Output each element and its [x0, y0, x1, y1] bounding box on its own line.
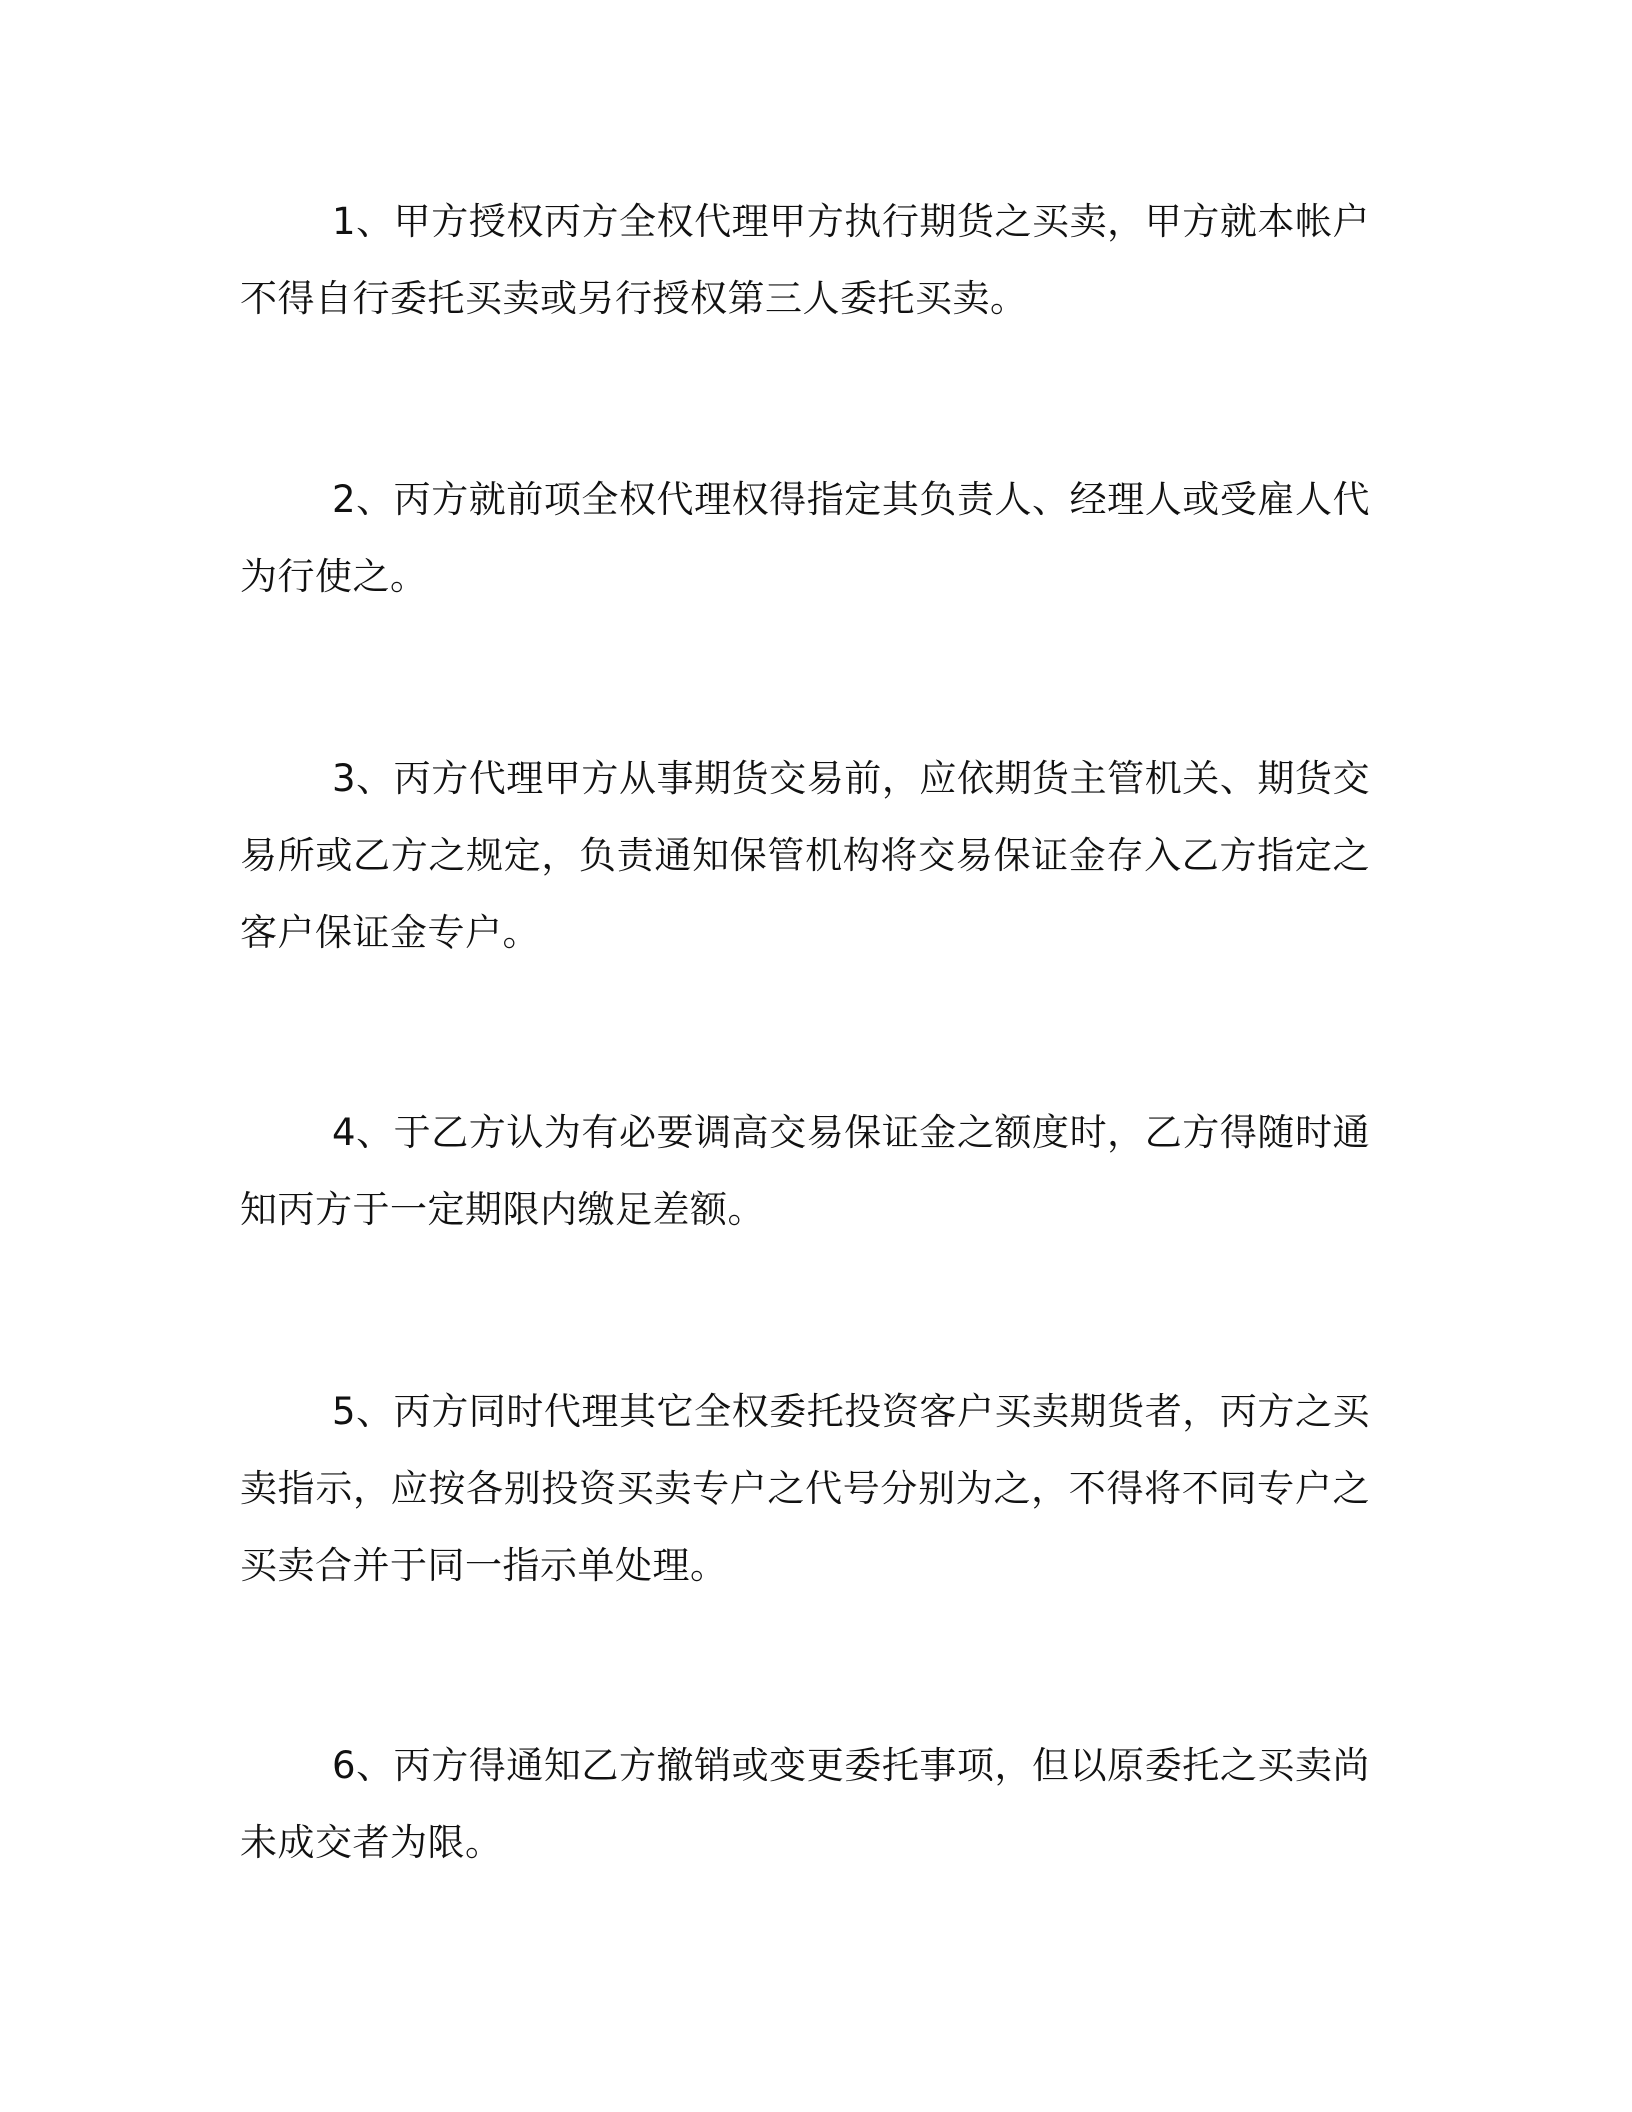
- clause-1: 1、甲方授权丙方全权代理甲方执行期货之买卖，甲方就本帐户不得自行委托买卖或另行授权第三人委托买卖。: [240, 200, 1370, 320]
- clause-3: 3、丙方代理甲方从事期货交易前，应依期货主管机关、期货交易所或乙方之规定，负责通知保管机构将交易保证金存入乙方指定之客户保证金专户。: [240, 757, 1370, 954]
- clause-2: 2、丙方就前项全权代理权得指定其负责人、经理人或受雇人代为行使之。: [240, 478, 1370, 598]
- clause-6: 6、丙方得通知乙方撤销或变更委托事项，但以原委托之买卖尚未成交者为限。: [240, 1744, 1370, 1864]
- clause-4: 4、于乙方认为有必要调高交易保证金之额度时，乙方得随时通知丙方于一定期限内缴足差额。: [240, 1111, 1370, 1231]
- clause-5: 5、丙方同时代理其它全权委托投资客户买卖期货者，丙方之买卖指示，应按各别投资买卖专户之代号分别为之，不得将不同专户之买卖合并于同一指示单处理。: [240, 1390, 1370, 1587]
